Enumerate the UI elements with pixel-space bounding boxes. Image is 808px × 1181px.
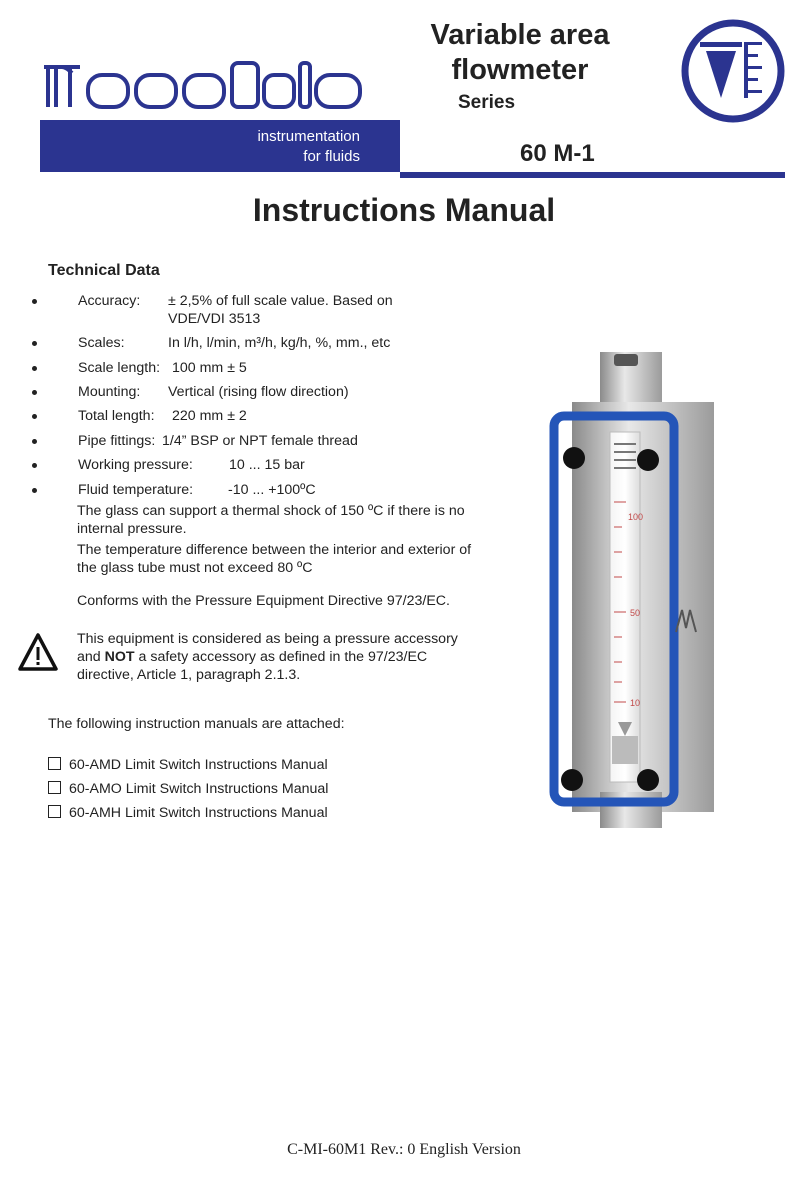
spec-label: Fluid temperature: bbox=[78, 482, 194, 498]
warning-text bbox=[77, 630, 472, 684]
scale-label: 50 bbox=[630, 608, 641, 618]
frame-screw bbox=[563, 447, 585, 469]
bullet-icon bbox=[32, 488, 37, 493]
attachment-item bbox=[48, 757, 328, 773]
spec-label: Accuracy: bbox=[78, 293, 141, 309]
temperature-difference-note: The temperature difference between the interior and exterior of the glass tube must not exceed 80 ºC bbox=[77, 542, 472, 576]
spec-value: 1/4” BSP or NPT female thread bbox=[162, 433, 358, 449]
scale-label: 100 bbox=[628, 512, 644, 522]
technical-data-heading: Technical Data bbox=[48, 262, 160, 279]
frame-screw bbox=[637, 769, 659, 791]
spec-value: ± 2,5% of full scale value. Based on bbox=[168, 293, 393, 309]
spec-value: 10 ... 15 bar bbox=[229, 457, 305, 473]
product-title-line2: flowmeter bbox=[451, 54, 589, 86]
checkbox-icon bbox=[48, 805, 61, 818]
frame-screw bbox=[637, 449, 659, 471]
spec-value: 100 mm ± 5 bbox=[172, 360, 247, 376]
tagline-line1: instrumentation bbox=[257, 128, 360, 145]
bullet-icon bbox=[32, 439, 37, 444]
attachment-label: 60-AMD Limit Switch Instructions Manual bbox=[69, 757, 328, 773]
bottom-fitting bbox=[600, 792, 662, 828]
spec-value: 220 mm ± 2 bbox=[172, 408, 247, 424]
bullet-icon bbox=[32, 414, 37, 419]
checkbox-icon bbox=[48, 757, 61, 770]
product-title bbox=[410, 18, 630, 88]
frame-screw bbox=[561, 769, 583, 791]
header-rule bbox=[400, 172, 785, 178]
attachment-item bbox=[48, 805, 328, 821]
spec-value: -10 ... +100ºC bbox=[228, 482, 316, 498]
spec-label: Scale length: bbox=[78, 360, 161, 376]
warning-icon bbox=[17, 632, 59, 672]
bullet-icon bbox=[32, 366, 37, 371]
spec-value: In l/h, l/min, m³/h, kg/h, %, mm., etc bbox=[168, 335, 391, 351]
bullet-icon bbox=[32, 390, 37, 395]
spec-value: VDE/VDI 3513 bbox=[168, 311, 261, 327]
tagline-bar bbox=[40, 120, 400, 172]
flowmeter-photo bbox=[548, 352, 720, 832]
spec-label: Working pressure: bbox=[78, 457, 193, 473]
spec-label: Pipe fittings: bbox=[78, 433, 156, 449]
document-title: Instructions Manual bbox=[252, 192, 556, 228]
flowmeter-emblem-icon bbox=[680, 18, 786, 124]
scale-label: 10 bbox=[630, 698, 641, 708]
thermal-shock-note: The glass can support a thermal shock of 150 ºC if there is no internal pressure. bbox=[77, 503, 465, 537]
tecfluid-logo bbox=[40, 55, 365, 117]
attachment-label: 60-AMO Limit Switch Instructions Manual bbox=[69, 781, 329, 797]
warning-text-post: a safety accessory as defined in the 97/23/EC directive, Article 1, paragraph 2.1.3. bbox=[77, 649, 428, 683]
warning-text-bold: NOT bbox=[104, 649, 135, 665]
warning-text-pre: This equipment is considered as being a pressure accessory and bbox=[77, 631, 458, 665]
attachment-label: 60-AMH Limit Switch Instructions Manual bbox=[69, 805, 328, 821]
series-label: Series bbox=[458, 92, 516, 113]
attachments-intro: The following instruction manuals are attached: bbox=[48, 716, 345, 732]
bullet-icon bbox=[32, 463, 37, 468]
spec-label: Scales: bbox=[78, 335, 125, 351]
attachment-item bbox=[48, 781, 328, 797]
checkbox-icon bbox=[48, 781, 61, 794]
conformity-note: Conforms with the Pressure Equipment Directive 97/23/EC. bbox=[77, 593, 450, 609]
bullet-icon bbox=[32, 341, 37, 346]
model-number: 60 M-1 bbox=[520, 140, 595, 167]
document-footer: C-MI-60M1 Rev.: 0 English Version bbox=[287, 1141, 521, 1158]
tagline-line2: for fluids bbox=[303, 148, 360, 165]
bullet-icon bbox=[32, 299, 37, 304]
spec-value: Vertical (rising flow direction) bbox=[168, 384, 349, 400]
product-title-line1: Variable area bbox=[430, 19, 610, 51]
spec-label: Total length: bbox=[78, 408, 155, 424]
spec-label: Mounting: bbox=[78, 384, 141, 400]
